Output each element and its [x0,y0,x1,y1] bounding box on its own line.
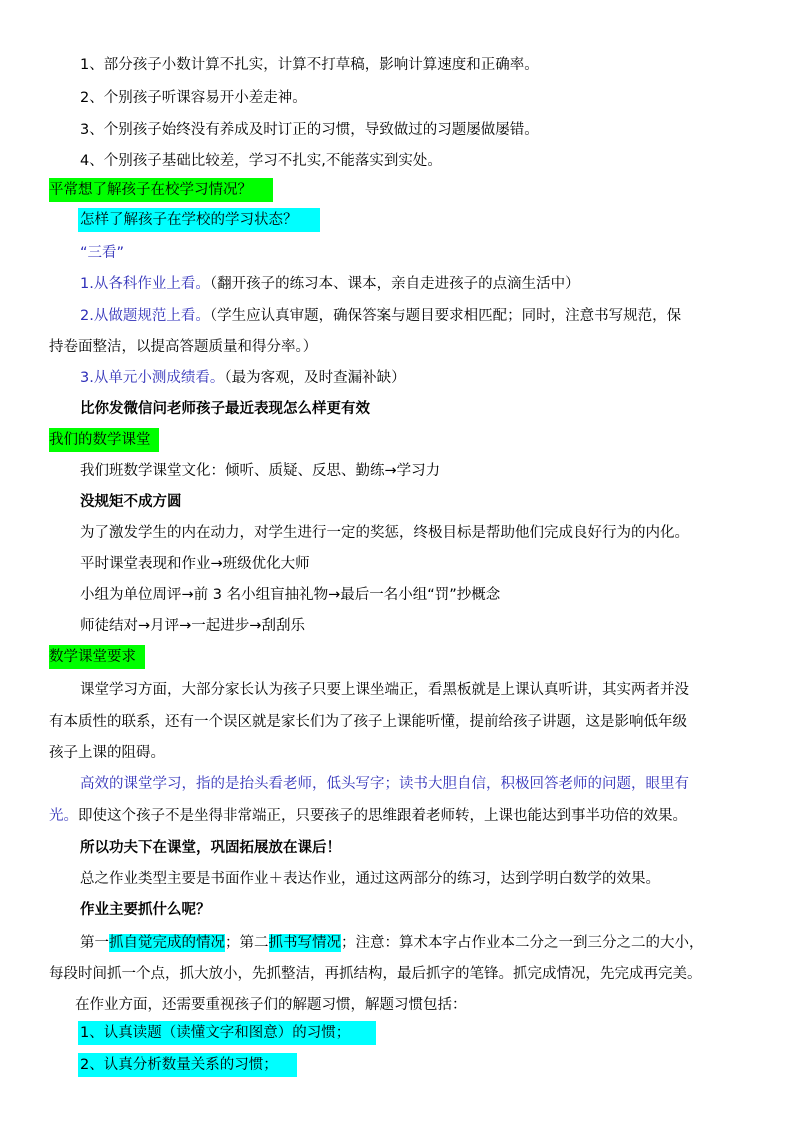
concern-item-2: 2、个别孩子听课容易开小差走神。 [80,90,307,106]
rules-paragraph: 为了激发学生的内在动力，对学生进行一定的奖惩，终极目标是帮助他们完成良好行为的内化。 [80,525,689,541]
habit-item-2: 2、认真分析数量关系的习惯； [80,1057,278,1073]
bold-note-wechat: 比你发微信问老师孩子最近表现怎么样更有效 [80,401,370,417]
highlight-handwriting: 抓书写情况 [268,935,341,951]
homework-focus-line-2: 每段时间抓一个点，抓大放小，先抓整洁，再抓结构，最后抓字的笔锋。抓完成情况，先完成再完美。 [49,966,702,982]
section-heading-requirements: 数学课堂要求 [49,649,136,665]
look-item-3-desc: （最为客观，及时查漏补缺） [224,370,406,386]
homework-types: 总之作业类型主要是书面作业＋表达作业，通过这两部分的练习，达到学明白数学的效果。 [80,871,660,887]
rules-item-3: 师徒结对→月评→一起进步→刮刮乐 [80,618,305,634]
bold-note-homework: 作业主要抓什么呢？ [80,902,211,918]
bold-note-effort: 所以功夫下在课堂，巩固拓展放在课后！ [80,840,341,856]
efficient-learning-line-1: 高效的课堂学习，指的是抬头看老师，低头写字；读书大胆自信，积极回答老师的问题，眼里有 [80,776,689,792]
look-item-2-cont: 持卷面整洁，以提高答题质量和得分率。） [49,339,318,355]
concern-item-4: 4、个别孩子基础比较差，学习不扎实,不能落实到实处。 [80,153,442,169]
subheading-learning-state: 怎样了解孩子在学校的学习状态？ [80,212,298,228]
look-item-2-title: 2.从做题规范上看。 [80,308,210,324]
note-text: ；注意：算术本字占作业本二分之一到三分之二的大小， [341,935,704,951]
classroom-paragraph-line-2: 有本质性的联系，还有一个误区就是家长们为了孩子上课能听懂，提前给孩子讲题，这是影响低年级 [49,714,687,730]
look-item-1-title: 1.从各科作业上看。 [80,276,210,292]
first-label: 第一 [80,935,109,951]
look-item-2-desc: （学生应认真审题，确保答案与题目要求相匹配；同时，注意书写规范，保 [209,308,682,324]
bold-note-rules: 没规矩不成方圆 [80,494,182,510]
section-heading-understand: 平常想了解孩子在校学习情况？ [49,182,252,198]
second-label: ；第二 [225,935,269,951]
look-item-3 [80,368,406,390]
concern-item-3: 3、个别孩子始终没有养成及时订正的习惯，导致做过的习题屡做屡错。 [80,122,539,138]
rules-item-2: 小组为单位周评→前 3 名小组盲抽礼物→最后一名小组“罚”抄概念 [80,587,501,603]
habits-intro: 在作业方面，还需要重视孩子们的解题习惯，解题习惯包括： [75,997,467,1013]
look-item-1 [80,274,580,296]
classroom-paragraph-line-1: 课堂学习方面，大部分家长认为孩子只要上课坐端正，看黑板就是上课认真听讲，其实两者并没 [80,682,689,698]
homework-focus-line-1 [80,933,704,955]
classroom-paragraph-line-3: 孩子上课的阻碍。 [49,745,165,761]
look-item-3-title: 3.从单元小测成绩看。 [80,370,225,386]
section-heading-classroom: 我们的数学课堂 [49,432,151,448]
concern-item-1: 1、部分孩子小数计算不扎实，计算不打草稿，影响计算速度和正确率。 [80,57,539,73]
look-item-2 [80,306,681,328]
look-item-1-desc: （翻开孩子的练习本、课本，亲自走进孩子的点滴生活中） [209,276,580,292]
efficient-learning-line-2 [49,806,687,828]
highlight-self-completion: 抓自觉完成的情况 [109,935,225,951]
efficient-learning-end: 光。 [49,808,78,824]
efficient-learning-effect: 即使这个孩子不是坐得非常端正，只要孩子的思维跟着老师转，上课也能达到事半功倍的效果。 [78,808,687,824]
class-culture: 我们班数学课堂文化：倾听、质疑、反思、勤练→学习力 [80,463,441,479]
habit-item-1: 1、认真读题（读懂文字和图意）的习惯； [80,1025,351,1041]
rules-item-1: 平时课堂表现和作业→班级优化大师 [80,556,310,572]
three-looks-title: “三看” [80,245,125,261]
